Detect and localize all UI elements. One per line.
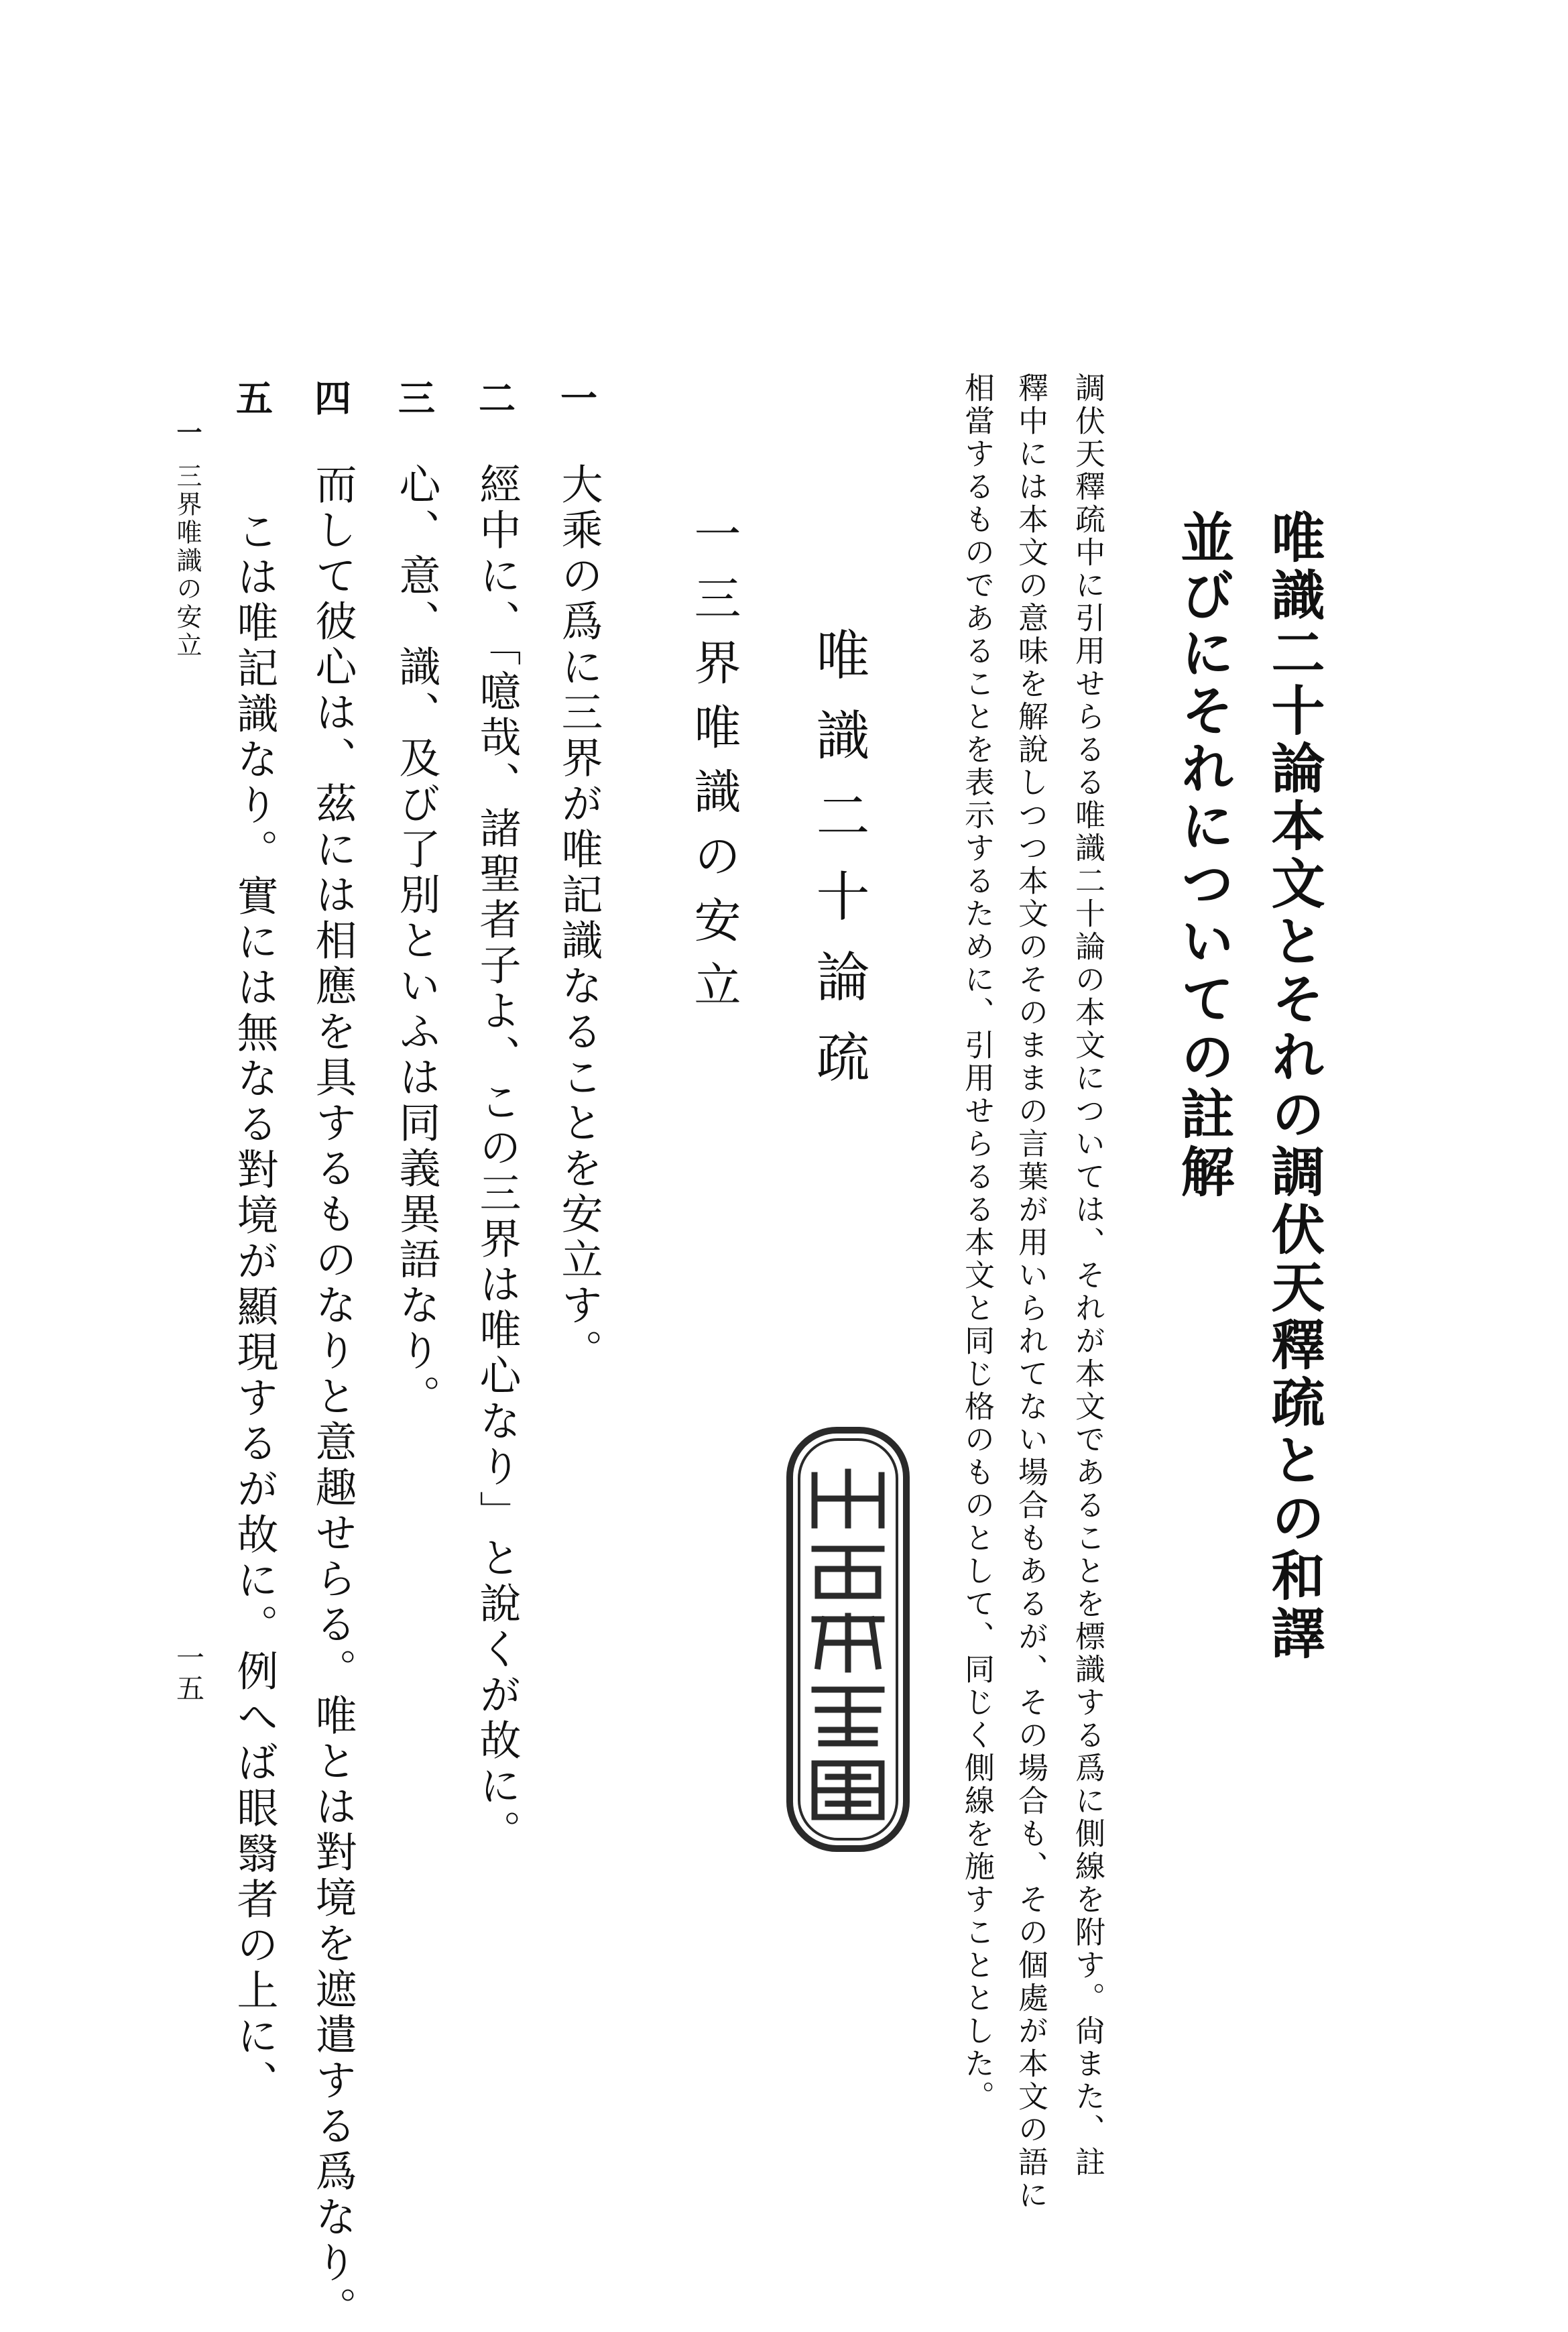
chapter-heading [686, 510, 741, 1025]
chapter-number: 一 [686, 510, 741, 574]
footer-chapter-number: 一 [172, 419, 202, 445]
paragraph-numeral-5: 五 [230, 379, 274, 416]
paragraph-numeral-2: 二 [473, 379, 516, 416]
paragraph-text-2: 經中に、「噫哉、諸聖者子よ、この三界は唯心なり」と說くが故に。 [473, 463, 522, 1855]
paragraph-text-1: 大乘の爲に三界が唯記識なることを安立す。 [554, 463, 603, 1375]
intro-line-2: 釋中には本文の意味を解說しつつ本文のそのままの言葉が用いられてない場合もあるが、その場合も、その個處が本文の語に [1013, 372, 1048, 2212]
chapter-title-text: 三界唯識の安立 [686, 574, 741, 1025]
paragraph-text-5: こは唯記識なり。實には無なる對境が顯現するが故に。例へば眼翳者の上に、 [230, 510, 279, 2105]
page-folio: 一五 [172, 1643, 205, 1704]
main-title-line-1: 唯識二十論本文とそれの調伏天釋疏との和譯 [1262, 510, 1325, 1663]
paragraph-numeral-3: 三 [392, 379, 436, 416]
paragraph-text-4: 而して彼心は、茲には相應を具するものなりと意趣せらる。唯とは對境を遮遣する爲なり。 [308, 463, 357, 2332]
running-head: 三界唯識の安立 [172, 463, 202, 660]
paragraph-text-3: 心、意、識、及び了別といふは同義異語なり。 [392, 463, 441, 1420]
section-title: 唯識二十論疏 [807, 627, 869, 1110]
library-seal-stamp [784, 1425, 912, 1854]
main-title-line-2: 並びにそれについての註解 [1172, 510, 1235, 1202]
intro-line-1: 調伏天釋疏中に引用せらるる唯識二十論の本文については、それが本文であることを標識する爲に側線を附す。尙また、註 [1070, 372, 1105, 2179]
intro-line-3: 相當するものであることを表示するために、引用せらるる本文と同じ格のものとして、同じく側線を施すこととした。 [959, 372, 995, 2113]
paragraph-numeral-4: 四 [308, 379, 352, 416]
paragraph-numeral-1: 一 [554, 379, 598, 416]
